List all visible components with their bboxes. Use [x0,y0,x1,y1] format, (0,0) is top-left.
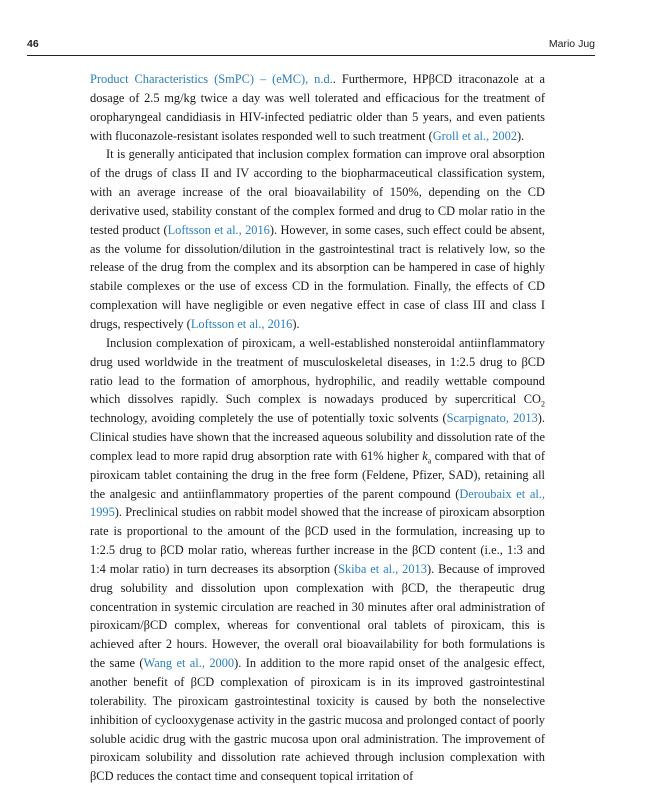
citation-link[interactable]: Groll et al., 2002 [432,128,518,143]
citation-link[interactable]: Loftsson et al., 2016 [167,222,270,237]
page-number: 46 [27,38,39,50]
citation-link[interactable]: Deroubaix et al., 1995 [90,486,546,520]
citation-link[interactable]: Scarpignato, 2013 [446,411,538,426]
text-run: ). In addition to the more rapid onset of the analgesic effect, another benefit of βCD complexation of piroxicam is in its improved gastrointestinal tolerability. The piroxicam gastrointestinal toxicity is caused by both the nonselective inhibition of cyclooxygenase activity in the gastric mucosa and prolonged contact of poorly soluble acidic drug with the gastric mucosa upon oral administration. The improvement of piroxicam solubility and dissolution rate achieved through inclusion complexation with βCD reduces the contact time and consequent topical irritation of [90,656,546,784]
subscript: a [427,456,432,466]
header-rule [27,55,595,56]
subscript: 2 [541,399,545,409]
paragraph [90,145,545,333]
paragraph [90,334,545,786]
citation-link[interactable]: Wang et al., 2000 [143,656,235,671]
text-run: ). [292,316,300,331]
text-run: ). [517,128,525,143]
text-run: ). Because of improved drug solubility and dissolution upon complexation with βCD, the therapeutic drug concentration in systemic circulation are reached in 30 minutes after oral administration of piroxicam/βCD complex, whereas for conventional oral tablets of piroxicam, this is achieved after 2 hours. However, the overall oral bioavailability for both formulations is the same ( [90,561,545,671]
running-author: Mario Jug [548,38,595,50]
body-text [90,70,545,786]
citation-link[interactable]: Product Characteristics (SmPC) – (eMC), n.d. [90,72,333,86]
text-run: Inclusion complexation of piroxicam, a well-established nonsteroidal antiinflammatory drug used worldwide in the treatment of musculoskeletal diseases, in 1:2.5 drug to βCD ratio lead to the formation of amorphous, hydrophilic, and readily wettable compound which dissolves rapidly. Such complex is nowadays produced by supercritical CO [90,335,545,407]
italic-symbol: k [422,448,428,463]
text-run: ). Clinical studies have shown that the increased aqueous solubility and dissolution rate of the complex lead to more rapid drug absorption rate with 61% higher [90,411,545,463]
citation-link[interactable]: Skiba et al., 2013 [338,561,427,576]
citation-link[interactable]: Loftsson et al., 2016 [190,316,293,331]
paragraph [90,70,545,145]
text-run: . Furthermore, HPβCD itraconazole at a dosage of 2.5 mg/kg twice a day was well tolerated and efficacious for the treatment of oropharyngeal candidiasis in HIV-infected pediatric older than 5 years, and even patients with fluconazole-resistant isolates responded well to such treatment ( [90,72,545,143]
text-run: ). However, in some cases, such effect could be absent, as the volume for dissolution/dilution in the gastrointestinal tract is relatively low, so the release of the drug from the complex and its absorption can be hampered in case of highly stabile complexes or the use of excess CD in the formulation. Finally, the effects of CD complexation will have negligible or even negative effect in case of class III and class I drugs, respectively ( [90,222,545,331]
text-run: ). Preclinical studies on rabbit model showed that the increase of piroxicam absorption rate is proportional to the amount of the βCD used in the formulation, increasing up to 1:2.5 drug to βCD molar ratio, whereas further increase in the βCD content (i.e., 1:3 and 1:4 molar ratio) in turn decreases its absorption ( [90,505,545,576]
text-run: compared with that of piroxicam tablet containing the drug in the free form (Feldene, Pfizer, SAD), retaining all the analgesic and antiinflammatory properties of the parent compound ( [90,448,545,501]
text-run: It is generally anticipated that inclusion complex formation can improve oral absorption of the drugs of class II and IV according to the biopharmaceutical classification system, with an average increase of the oral bioavailability of 150%, depending on the CD derivative used, stability constant of the complex formed and drug to CD molar ratio in the tested product ( [90,147,545,237]
text-run: technology, avoiding completely the use of potentially toxic solvents ( [90,411,447,426]
